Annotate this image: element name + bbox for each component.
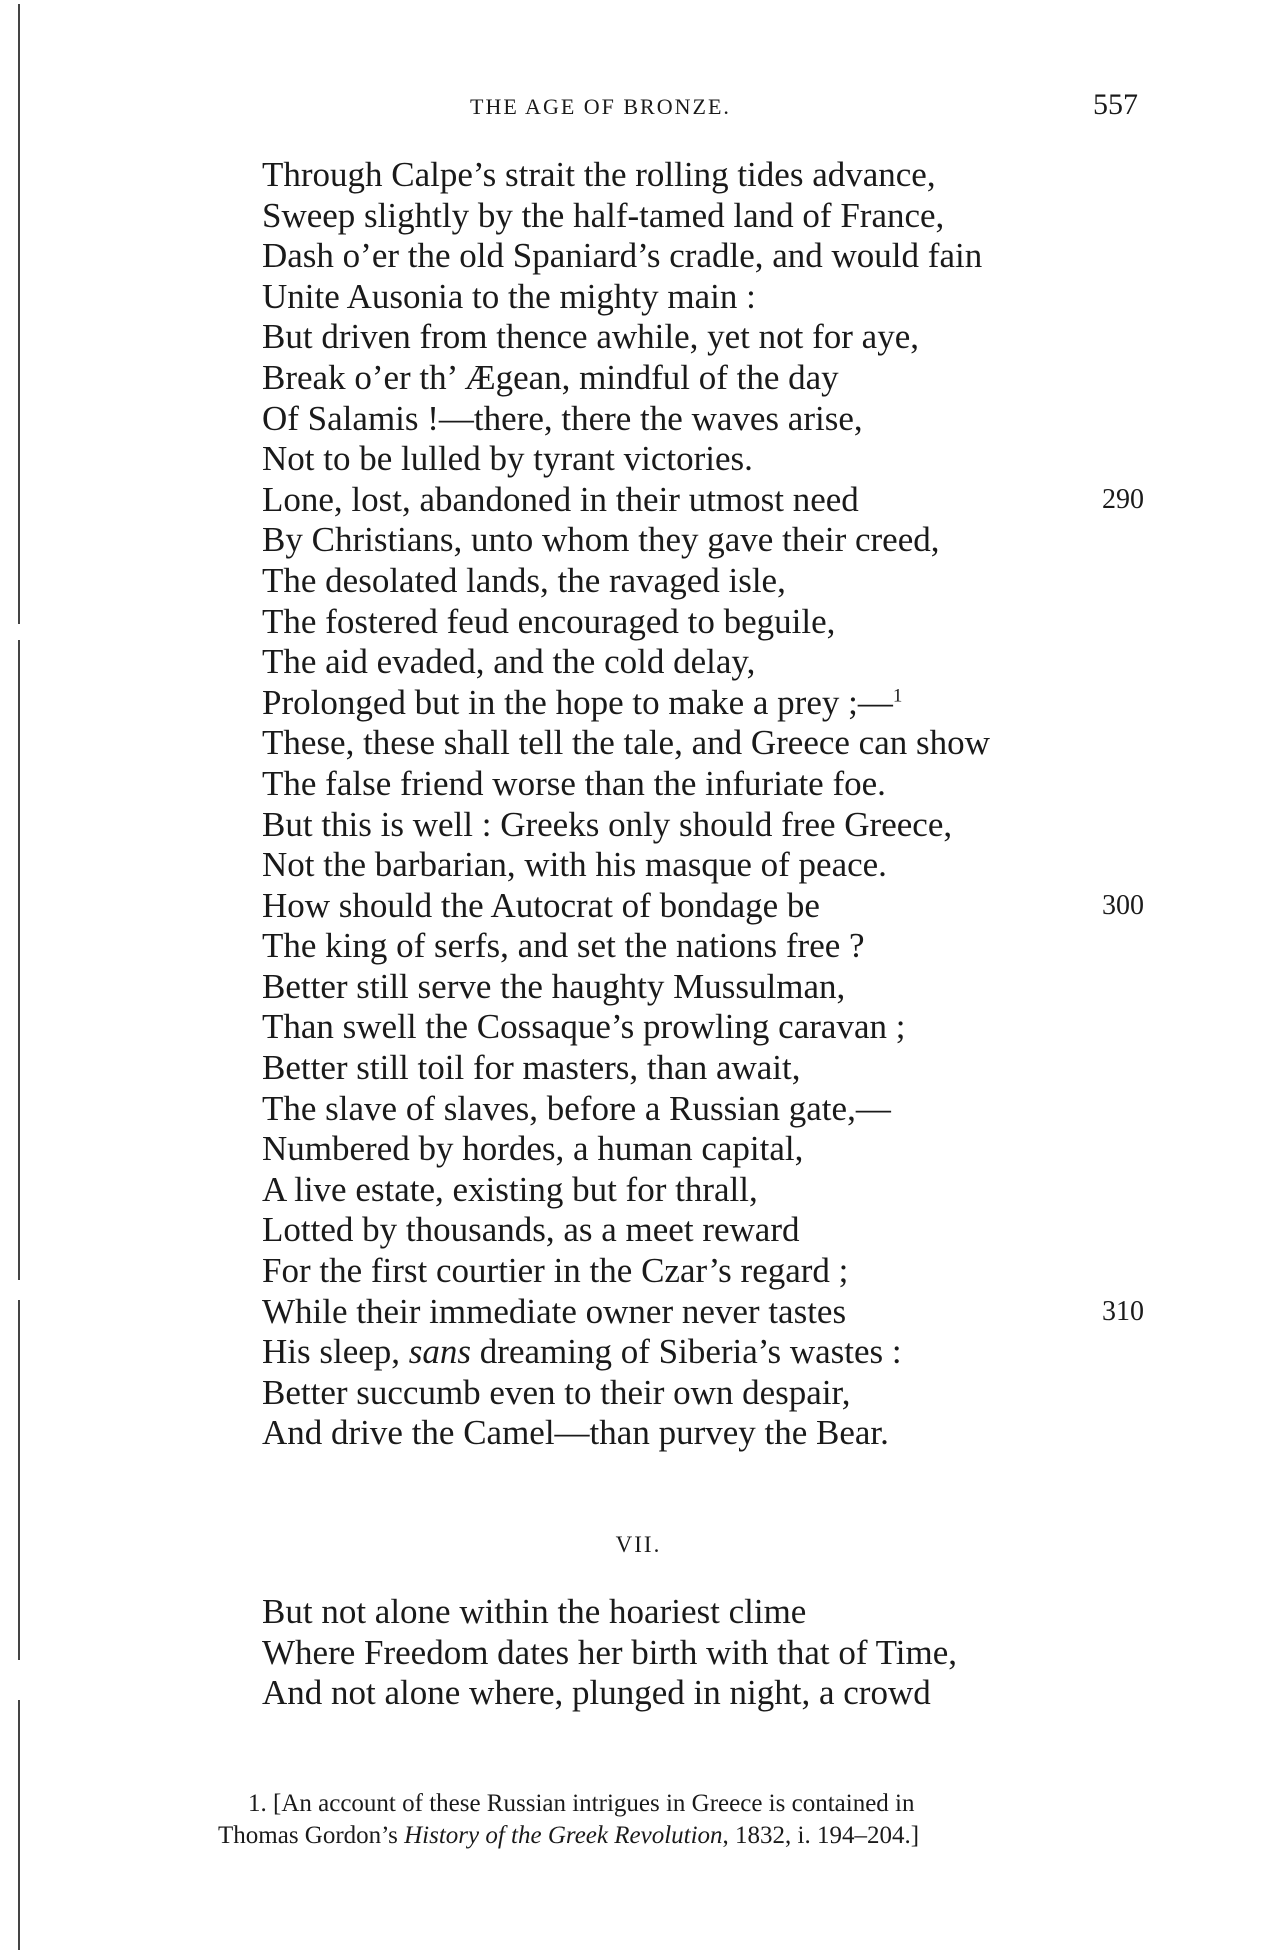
- italic-word: sans: [408, 1332, 472, 1372]
- verse-line: But this is well : Greeks only should free Greece,: [262, 804, 953, 844]
- verse-line: Than swell the Cossaque’s prowling caravan ;: [262, 1007, 906, 1047]
- verse-line: These, these shall tell the tale, and Greece can show: [262, 723, 990, 763]
- verse-line: But driven from thence awhile, yet not for aye,: [262, 317, 920, 357]
- verse-line: A live estate, existing but for thrall,: [262, 1169, 758, 1209]
- section-number: VII.: [615, 1532, 662, 1557]
- verse-line: Prolonged but in the hope to make a prey ;—$^1$: [262, 682, 903, 722]
- verse-line: And not alone where, plunged in night, a crowd: [262, 1673, 931, 1713]
- verse-line: His sleep, sans dreaming of Siberia’s wastes :: [262, 1332, 902, 1372]
- verse-line: The desolated lands, the ravaged isle,: [262, 560, 786, 600]
- verse-line: The slave of slaves, before a Russian gate,—: [262, 1088, 891, 1128]
- footnote-marker: 1.: [248, 1790, 267, 1817]
- footnote: 1. [An account of these Russian intrigues in Greece is contained in Thomas Gordon’s History of the Greek Revolution, 1832, i. 194–204.]: [218, 1790, 920, 1849]
- verse-line: By Christians, unto whom they gave their creed,: [262, 520, 940, 560]
- verse-line: Better succumb even to their own despair,: [262, 1372, 851, 1412]
- verse-line: And drive the Camel—than purvey the Bear.: [262, 1413, 889, 1453]
- book-title: History of the Greek Revolution: [404, 1822, 723, 1849]
- verse-line: Better still serve the haughty Mussulman,: [262, 966, 846, 1006]
- line-number: 310: [1102, 1295, 1144, 1327]
- verse-line: Lotted by thousands, as a meet reward: [262, 1210, 800, 1250]
- line-number: 290: [1102, 483, 1144, 515]
- verse-line: Through Calpe’s strait the rolling tides advance,: [262, 155, 936, 194]
- verse-block-2: [262, 1592, 1182, 1714]
- page-number: 557: [1093, 88, 1138, 121]
- line-number: 300: [1102, 889, 1144, 921]
- verse-line: Unite Ausonia to the mighty main :: [262, 276, 756, 316]
- verse-line: The fostered feud encouraged to beguile,: [262, 601, 836, 641]
- verse-line: While their immediate owner never tastes 310: [262, 1291, 1144, 1331]
- verse-line: Break o’er th’ Ægean, mindful of the day: [262, 357, 839, 397]
- verse-line: How should the Autocrat of bondage be 300: [262, 885, 1144, 925]
- running-title: THE AGE OF BRONZE.: [470, 94, 731, 119]
- verse-block: [262, 155, 1182, 1454]
- footnote-reference[interactable]: 1: [892, 685, 903, 707]
- verse-line: Where Freedom dates her birth with that of Time,: [262, 1632, 957, 1672]
- verse-line: Not to be lulled by tyrant victories.: [262, 439, 753, 479]
- verse-line: The aid evaded, and the cold delay,: [262, 642, 756, 682]
- verse-line: Better still toil for masters, than await,: [262, 1048, 801, 1088]
- verse-line: The false friend worse than the infuriate foe.: [262, 763, 886, 803]
- verse-line: Sweep slightly by the half-tamed land of France,: [262, 195, 945, 235]
- verse-line: Of Salamis !—there, there the waves arise,: [262, 398, 863, 438]
- verse-line: Numbered by hordes, a human capital,: [262, 1129, 804, 1169]
- page-header: [0, 88, 1277, 128]
- verse-line: Not the barbarian, with his masque of peace.: [262, 845, 887, 885]
- verse-line: Lone, lost, abandoned in their utmost need 290: [262, 479, 1144, 519]
- verse-line: But not alone within the hoariest clime: [262, 1592, 807, 1631]
- scan-binding-edge: [0, 0, 30, 1956]
- verse-line: Dash o’er the old Spaniard’s cradle, and would fain: [262, 236, 983, 276]
- verse-line: For the first courtier in the Czar’s regard ;: [262, 1251, 849, 1291]
- verse-line: The king of serfs, and set the nations free ?: [262, 926, 865, 966]
